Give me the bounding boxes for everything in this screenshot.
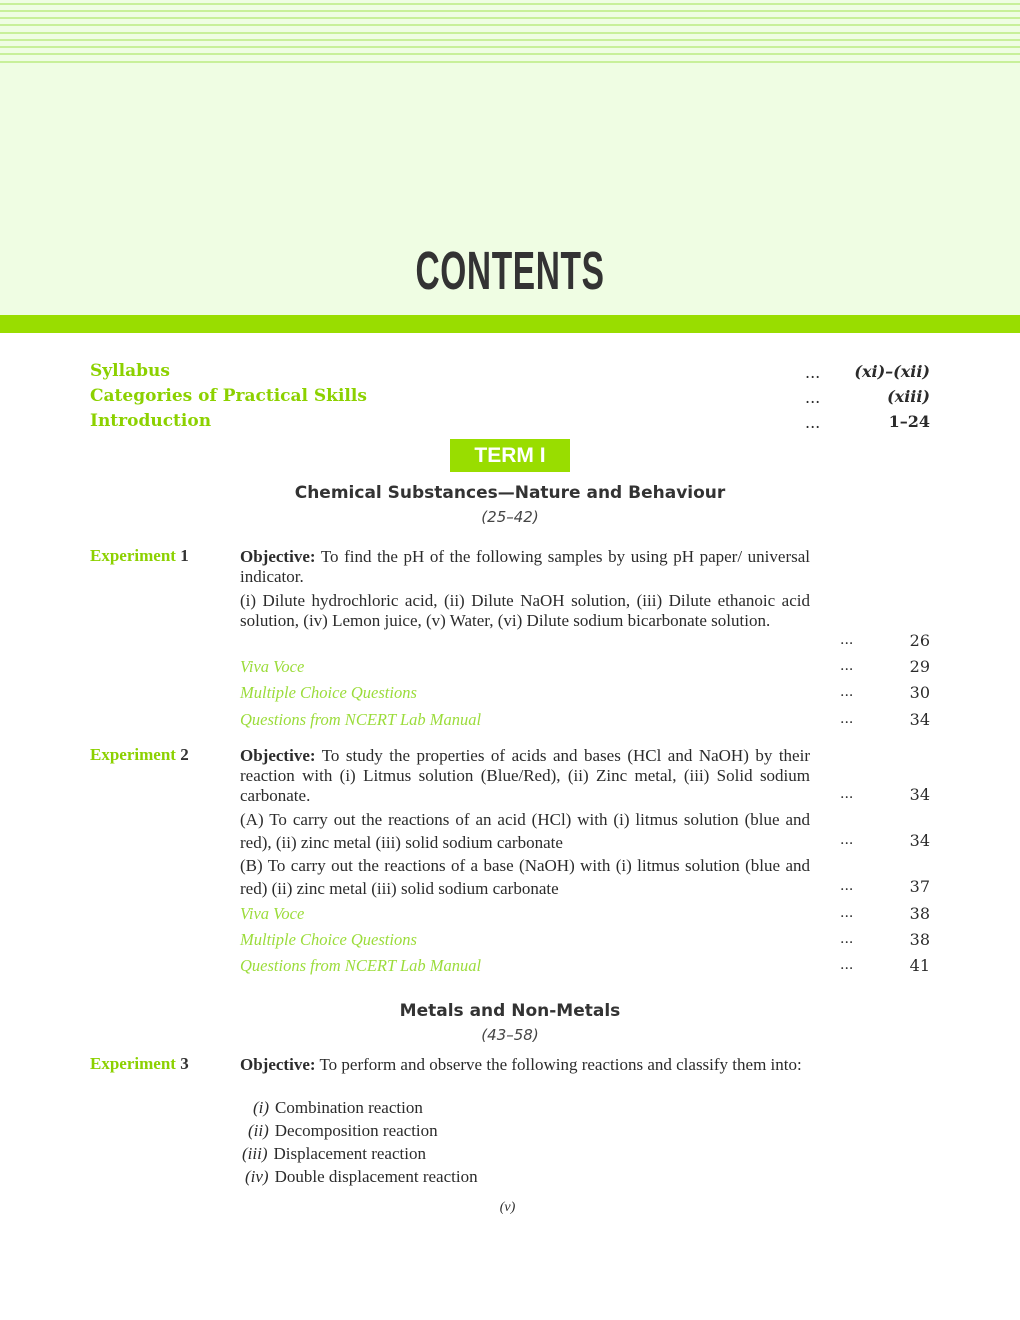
leader-dots: ...	[840, 684, 854, 700]
page-title: CONTENTS	[415, 241, 605, 301]
toc-mcq[interactable]: Multiple Choice Questions	[240, 930, 417, 949]
leader-dots: ...	[805, 363, 821, 382]
leader-dots: ...	[840, 632, 854, 648]
page-ref: (xi)–(xii)	[854, 362, 930, 381]
toc-categories[interactable]: Categories of Practical Skills	[90, 386, 367, 406]
reaction-item: (iii) Displacement reaction	[242, 1144, 426, 1163]
page-ref: 38	[909, 904, 930, 923]
section-range: (43–58)	[481, 1026, 539, 1044]
page-ref: 41	[909, 956, 930, 975]
objective-text: Objective: To study the properties of acids and bases (HCl and NaOH) by their reaction with (i) Litmus solution (Blue/Red), (ii) Zinc metal, (iii) Solid sodium carbonate.	[240, 746, 810, 805]
leader-dots: ...	[840, 711, 854, 727]
section-range: (25–42)	[481, 508, 539, 526]
page-ref: 38	[909, 930, 930, 949]
experiment-label[interactable]: Experiment 2	[90, 745, 189, 764]
leader-dots: ...	[805, 388, 821, 407]
toc-mcq[interactable]: Multiple Choice Questions	[240, 683, 417, 702]
leader-dots: ...	[840, 931, 854, 947]
part-a-text: (A) To carry out the reactions of an acid (HCl) with (i) litmus solution (blue and red), (ii) zinc metal (iii) solid sodium carbonate	[240, 810, 810, 852]
page-ref: 34	[909, 831, 930, 850]
term-badge: TERM I	[450, 439, 570, 472]
toc-introduction[interactable]: Introduction	[90, 411, 212, 431]
page-ref: 30	[909, 683, 930, 702]
objective-text: Objective: To find the pH of the following samples by using pH paper/ universal indicator.	[240, 547, 810, 586]
reaction-item: (ii) Decomposition reaction	[248, 1121, 438, 1140]
page-ref: 34	[909, 710, 930, 729]
leader-dots: ...	[840, 957, 854, 973]
toc-ncert-questions[interactable]: Questions from NCERT Lab Manual	[240, 956, 482, 975]
section-title: Chemical Substances—Nature and Behaviour	[294, 483, 726, 503]
reaction-item: (i) Combination reaction	[253, 1098, 423, 1117]
experiment-label[interactable]: Experiment 1	[90, 546, 189, 565]
accent-bar	[0, 315, 1020, 333]
toc-viva-voce[interactable]: Viva Voce	[240, 904, 305, 923]
page-ref: 26	[909, 631, 930, 650]
toc-viva-voce[interactable]: Viva Voce	[240, 657, 305, 676]
reaction-item: (iv) Double displacement reaction	[245, 1167, 478, 1186]
page-ref: (xiii)	[887, 387, 930, 406]
page-ref: 37	[909, 877, 930, 896]
part-b-text: (B) To carry out the reactions of a base (NaOH) with (i) litmus solution (blue and red) (ii) zinc metal (iii) solid sodium carbonate	[240, 856, 810, 898]
section-title: Metals and Non-Metals	[399, 1001, 621, 1021]
leader-dots: ...	[840, 878, 854, 894]
leader-dots: ...	[805, 413, 821, 432]
leader-dots: ...	[840, 832, 854, 848]
experiment-label[interactable]: Experiment 3	[90, 1054, 189, 1073]
leader-dots: ...	[840, 658, 854, 674]
page-ref: 1–24	[888, 412, 930, 431]
objective-text: Objective: To perform and observe the following reactions and classify them into:	[240, 1055, 802, 1074]
objective-detail: (i) Dilute hydrochloric acid, (ii) Dilute NaOH solution, (iii) Dilute ethanoic acid solution, (iv) Lemon juice, (v) Water, (vi) Dilute sodium bicarbonate solution.	[240, 591, 810, 630]
toc-syllabus[interactable]: Syllabus	[90, 361, 170, 381]
page-number: (v)	[499, 1200, 516, 1215]
leader-dots: ...	[840, 786, 854, 802]
toc-ncert-questions[interactable]: Questions from NCERT Lab Manual	[240, 710, 482, 729]
leader-dots: ...	[840, 905, 854, 921]
page-ref: 29	[909, 657, 930, 676]
page-ref: 34	[909, 785, 930, 804]
